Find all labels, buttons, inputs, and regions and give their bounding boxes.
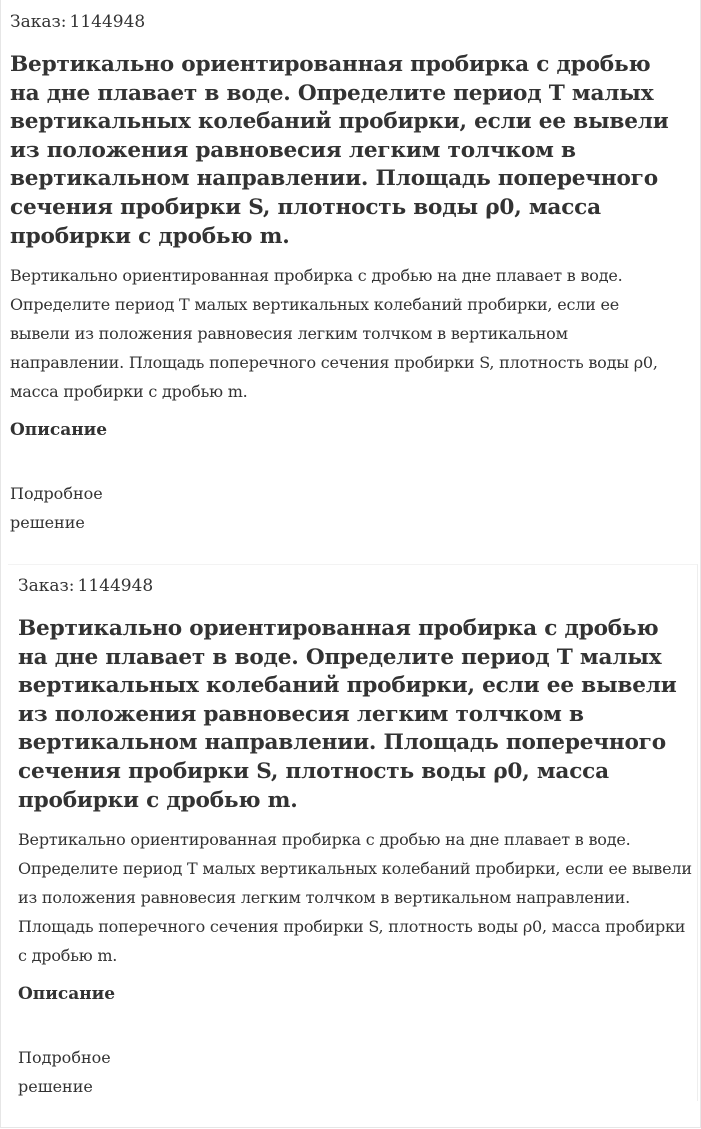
order-label: Заказ: xyxy=(18,576,75,596)
order-card xyxy=(0,0,692,537)
description-heading: Описание xyxy=(10,420,108,441)
order-number: 1144948 xyxy=(77,576,154,596)
problem-text: Вертикально ориентированная пробирка с дробью на дне плавает в воде. Определите период T малых вертикальных колебаний пробирки, если ее вывели из положения равновесия легким толчком в вертикальном направлении. Площадь поперечного сечения пробирки S, плотность воды ρ0, масса пробирки с дробью m. xyxy=(18,830,692,966)
order-id-line xyxy=(10,11,683,33)
problem-title: Вертикально ориентированная пробирка с дробью на дне плавает в воде. Определите период T малых вертикальных колебаний пробирки, если ее вывели из положения равновесия легким толчком в вертикальном направлении. Площадь поперечного сечения пробирки S, плотность воды ρ0, масса пробирки с дробью m. xyxy=(18,616,677,813)
problem-title: Вертикально ориентированная пробирка с дробью на дне плавает в воде. Определите период T малых вертикальных колебаний пробирки, если ее вывели из положения равновесия легким толчком в вертикальном направлении. Площадь поперечного сечения пробирки S, плотность воды ρ0, масса пробирки с дробью m. xyxy=(10,52,669,249)
order-label: Заказ: xyxy=(10,12,67,32)
order-number: 1144948 xyxy=(69,12,146,32)
order-card xyxy=(8,564,698,1101)
order-id-line xyxy=(18,575,693,597)
detailed-solution-link[interactable]: Подробное решение xyxy=(10,484,103,533)
description-heading: Описание xyxy=(18,984,116,1005)
detailed-solution-link[interactable]: Подробное решение xyxy=(18,1048,111,1097)
problem-text: Вертикально ориентированная пробирка с дробью на дне плавает в воде. Определите период T малых вертикальных колебаний пробирки, если ее вывели из положения равновесия легким толчком в вертикальном направлении. Площадь поперечного сечения пробирки S, плотность воды ρ0, масса пробирки с дробью m. xyxy=(10,266,658,402)
